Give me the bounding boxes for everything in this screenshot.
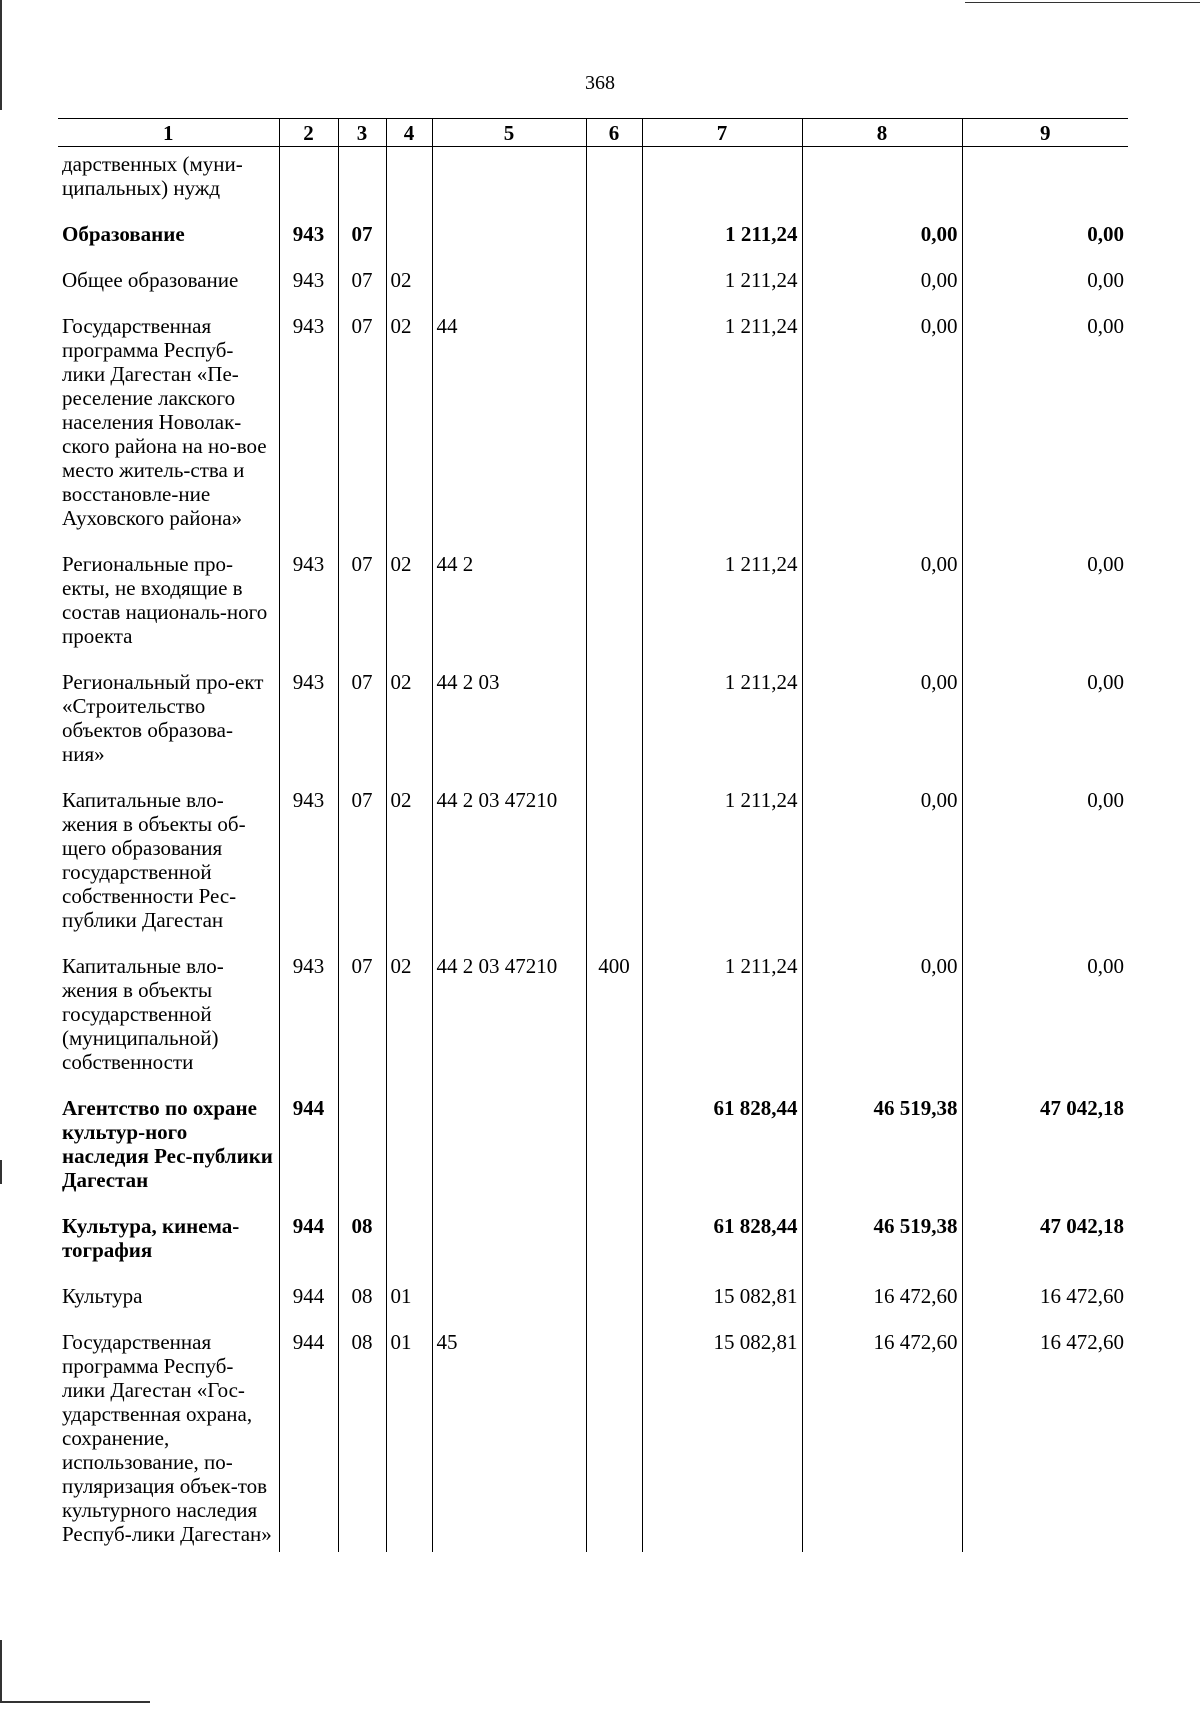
page-number: 368 [585, 72, 615, 94]
table-row [58, 548, 1128, 666]
amount-cell: 0,00 [802, 548, 962, 666]
table-row [58, 264, 1128, 310]
amount-cell: 0,00 [802, 310, 962, 548]
subsection-code-cell: 02 [386, 310, 432, 548]
program-code-cell [432, 1092, 586, 1210]
column-header: 5 [432, 119, 586, 147]
section-code-cell [338, 147, 386, 219]
program-code-cell [432, 1280, 586, 1326]
amount-cell: 46 519,38 [802, 1092, 962, 1210]
item-name-cell: Общее образование [62, 268, 239, 292]
amount-cell [802, 147, 962, 219]
subsection-code-cell: 02 [386, 666, 432, 784]
ministry-code-cell [279, 147, 338, 219]
expense-type-cell [586, 310, 642, 548]
amount-cell: 1 211,24 [642, 218, 802, 264]
amount-cell: 0,00 [962, 310, 1128, 548]
ministry-code-cell: 944 [279, 1210, 338, 1280]
top-edge-line [965, 2, 1200, 3]
expense-type-cell: 400 [586, 950, 642, 1092]
amount-cell: 0,00 [802, 264, 962, 310]
section-code-cell: 07 [338, 784, 386, 950]
table-row [58, 218, 1128, 264]
section-code-cell: 07 [338, 548, 386, 666]
ministry-code-cell: 943 [279, 950, 338, 1092]
subsection-code-cell: 01 [386, 1280, 432, 1326]
subsection-code-cell: 02 [386, 784, 432, 950]
amount-cell: 0,00 [802, 784, 962, 950]
amount-cell: 1 211,24 [642, 310, 802, 548]
subsection-code-cell: 02 [386, 548, 432, 666]
item-name-cell: Капитальные вло-жения в объекты об-щего образования государственной собственности Рес-публики Дагестан [62, 788, 246, 932]
left-edge-mark [0, 1640, 2, 1702]
table-row [58, 147, 1128, 219]
program-code-cell: 44 2 03 47210 [432, 784, 586, 950]
amount-cell: 1 211,24 [642, 784, 802, 950]
column-header: 8 [802, 119, 962, 147]
table-header-row [58, 119, 1128, 147]
amount-cell: 15 082,81 [642, 1280, 802, 1326]
column-header: 3 [338, 119, 386, 147]
amount-cell: 16 472,60 [802, 1280, 962, 1326]
table-row [58, 1210, 1128, 1280]
expense-type-cell [586, 784, 642, 950]
table-row [58, 784, 1128, 950]
ministry-code-cell: 943 [279, 264, 338, 310]
amount-cell: 1 211,24 [642, 950, 802, 1092]
table-row [58, 1092, 1128, 1210]
amount-cell: 61 828,44 [642, 1210, 802, 1280]
item-name-cell: Государственная программа Респуб-лики Дагестан «Пе-реселение лакского населения Новолак-ского района на но-вое место житель-ства и восстановле-ние Ауховского района» [62, 314, 267, 530]
bottom-edge-line [0, 1701, 150, 1703]
expense-type-cell [586, 264, 642, 310]
program-code-cell: 45 [432, 1326, 586, 1552]
column-header: 1 [58, 119, 279, 147]
program-code-cell [432, 1210, 586, 1280]
amount-cell: 15 082,81 [642, 1326, 802, 1552]
section-code-cell: 08 [338, 1326, 386, 1552]
subsection-code-cell [386, 1092, 432, 1210]
section-code-cell: 07 [338, 218, 386, 264]
subsection-code-cell [386, 147, 432, 219]
expense-type-cell [586, 1280, 642, 1326]
ministry-code-cell: 943 [279, 666, 338, 784]
table-body [58, 147, 1128, 1553]
expense-type-cell [586, 147, 642, 219]
amount-cell: 0,00 [802, 666, 962, 784]
column-header: 4 [386, 119, 432, 147]
column-header: 6 [586, 119, 642, 147]
amount-cell: 47 042,18 [962, 1210, 1128, 1280]
budget-table [58, 118, 1128, 1552]
item-name-cell: Образование [62, 222, 185, 246]
program-code-cell [432, 218, 586, 264]
expense-type-cell [586, 666, 642, 784]
amount-cell: 46 519,38 [802, 1210, 962, 1280]
subsection-code-cell [386, 1210, 432, 1280]
item-name-cell: дарственных (муни-ципальных) нужд [62, 152, 243, 200]
program-code-cell [432, 264, 586, 310]
section-code-cell: 07 [338, 950, 386, 1092]
amount-cell: 0,00 [802, 218, 962, 264]
program-code-cell [432, 147, 586, 219]
amount-cell: 47 042,18 [962, 1092, 1128, 1210]
item-name-cell: Региональные про-екты, не входящие в состав националь-ного проекта [62, 552, 268, 648]
amount-cell: 16 472,60 [962, 1280, 1128, 1326]
amount-cell: 0,00 [962, 666, 1128, 784]
subsection-code-cell: 01 [386, 1326, 432, 1552]
table-row [58, 310, 1128, 548]
section-code-cell [338, 1092, 386, 1210]
ministry-code-cell: 944 [279, 1326, 338, 1552]
ministry-code-cell: 943 [279, 218, 338, 264]
amount-cell: 0,00 [962, 784, 1128, 950]
column-header: 2 [279, 119, 338, 147]
amount-cell: 61 828,44 [642, 1092, 802, 1210]
amount-cell: 0,00 [802, 950, 962, 1092]
ministry-code-cell: 943 [279, 310, 338, 548]
program-code-cell: 44 2 03 47210 [432, 950, 586, 1092]
subsection-code-cell: 02 [386, 264, 432, 310]
expense-type-cell [586, 1326, 642, 1552]
left-edge-mark [0, 1160, 2, 1184]
ministry-code-cell: 943 [279, 548, 338, 666]
item-name-cell: Культура, кинема-тография [62, 1214, 240, 1262]
section-code-cell: 07 [338, 310, 386, 548]
item-name-cell: Капитальные вло-жения в объекты государственной (муниципальной) собственности [62, 954, 224, 1074]
program-code-cell: 44 2 [432, 548, 586, 666]
column-header: 9 [962, 119, 1128, 147]
program-code-cell: 44 2 03 [432, 666, 586, 784]
subsection-code-cell [386, 218, 432, 264]
expense-type-cell [586, 1210, 642, 1280]
table-row [58, 1280, 1128, 1326]
amount-cell: 1 211,24 [642, 548, 802, 666]
item-name-cell: Культура [62, 1284, 143, 1308]
amount-cell: 1 211,24 [642, 666, 802, 784]
expense-type-cell [586, 548, 642, 666]
amount-cell: 0,00 [962, 264, 1128, 310]
section-code-cell: 07 [338, 264, 386, 310]
subsection-code-cell: 02 [386, 950, 432, 1092]
amount-cell: 0,00 [962, 218, 1128, 264]
amount-cell: 1 211,24 [642, 264, 802, 310]
program-code-cell: 44 [432, 310, 586, 548]
amount-cell [962, 147, 1128, 219]
ministry-code-cell: 943 [279, 784, 338, 950]
table-row [58, 666, 1128, 784]
section-code-cell: 08 [338, 1210, 386, 1280]
table-row [58, 1326, 1128, 1552]
item-name-cell: Региональный про-ект «Строительство объектов образова-ния» [62, 670, 264, 766]
table-row [58, 950, 1128, 1092]
item-name-cell: Государственная программа Респуб-лики Дагестан «Гос-ударственная охрана, сохранение, использование, по-пуляризация объек-тов культурного наследия Респуб-лики Дагестан» [62, 1330, 272, 1546]
amount-cell [642, 147, 802, 219]
section-code-cell: 08 [338, 1280, 386, 1326]
ministry-code-cell: 944 [279, 1092, 338, 1210]
item-name-cell: Агентство по охране культур-ного наследия Рес-публики Дагестан [62, 1096, 273, 1192]
amount-cell: 16 472,60 [962, 1326, 1128, 1552]
ministry-code-cell: 944 [279, 1280, 338, 1326]
amount-cell: 16 472,60 [802, 1326, 962, 1552]
expense-type-cell [586, 218, 642, 264]
column-header: 7 [642, 119, 802, 147]
section-code-cell: 07 [338, 666, 386, 784]
expense-type-cell [586, 1092, 642, 1210]
amount-cell: 0,00 [962, 548, 1128, 666]
amount-cell: 0,00 [962, 950, 1128, 1092]
